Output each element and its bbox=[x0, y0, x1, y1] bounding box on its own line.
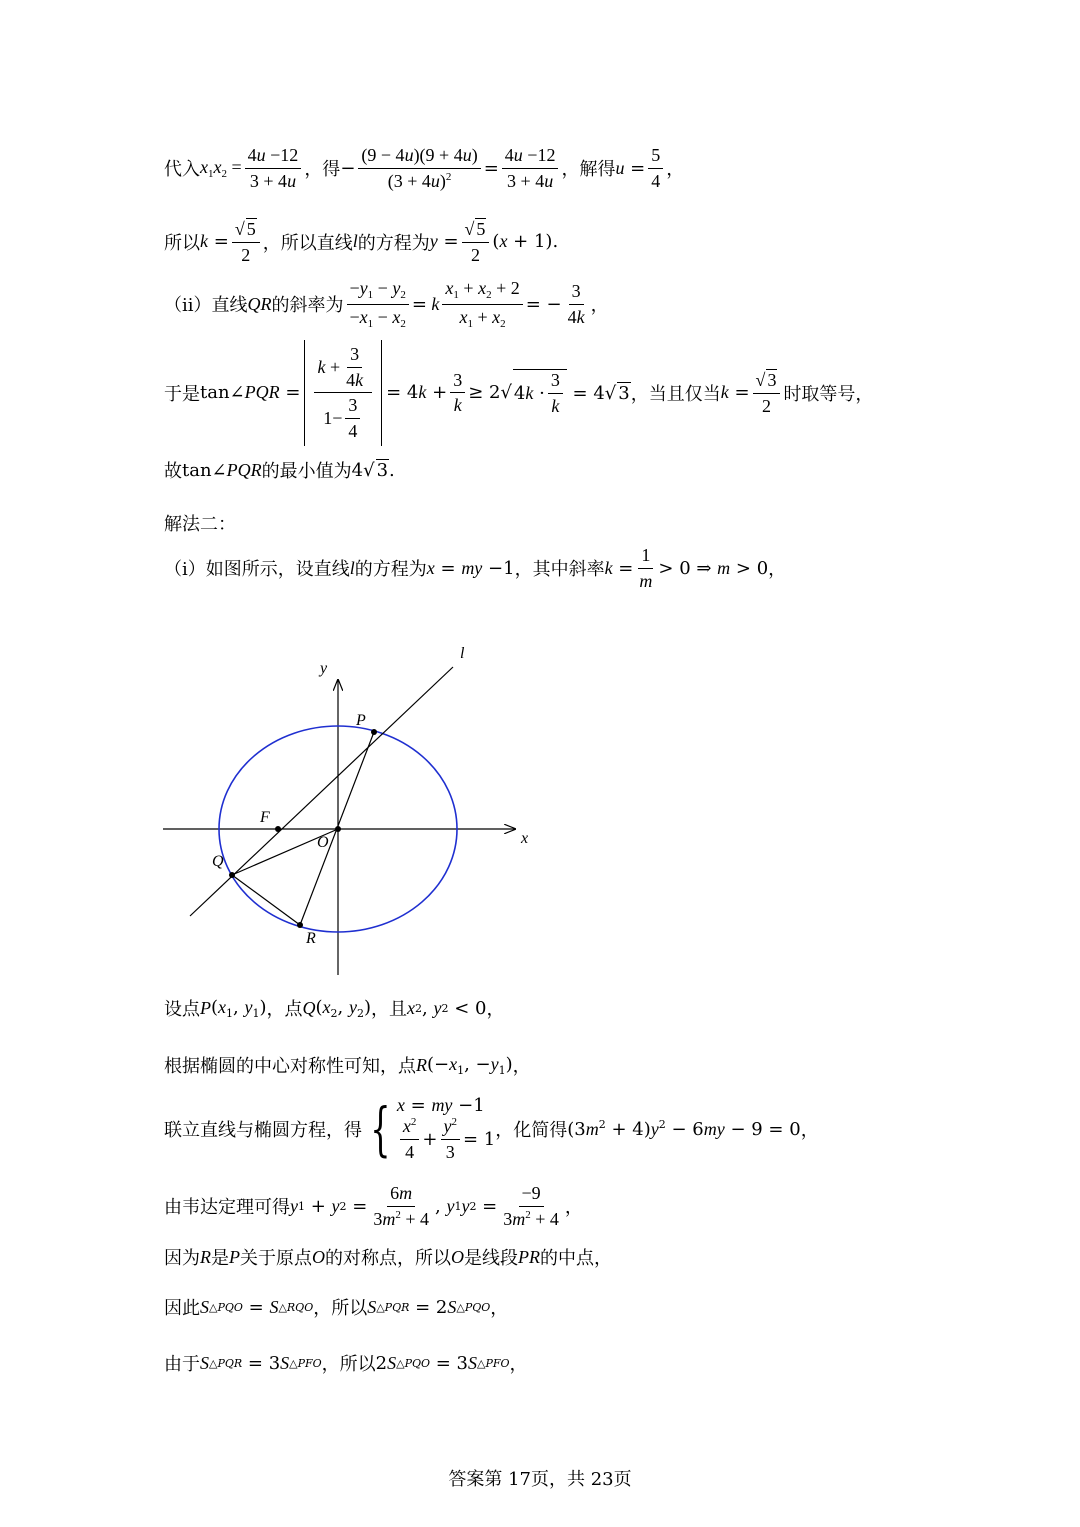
label-x: x bbox=[521, 830, 529, 847]
fraction: $\frac{4u -12}{3 + 4u}$ bbox=[502, 145, 559, 191]
point-P bbox=[371, 729, 377, 735]
fraction: $\frac{3}{4k}$ bbox=[567, 280, 585, 327]
fraction: $\frac{√ 5}{2}$ bbox=[462, 218, 490, 265]
label-O: O bbox=[317, 834, 329, 851]
line-6: 解法二： bbox=[164, 514, 236, 535]
point-Q bbox=[229, 872, 235, 878]
line-3: （ii）直线 QR 的斜率为 $\frac{-y_1 - y_2}{-x_1 - x_2}$ = k $\frac{x_1 + x_2 + 2}{x_1 + x_2}$ = − $\frac{3}{4k}$ ， bbox=[164, 278, 609, 330]
label-Q: Q bbox=[212, 853, 224, 870]
fraction: $\frac{5}{4}$ bbox=[648, 145, 663, 191]
fraction: $\frac{(9 - 4u)(9 + 4u)}{(3 + 4u)^2}$ bbox=[358, 145, 480, 191]
line-2: 所以 k = $\frac{√ 5}{2}$ ，所以直线 l 的方程为 y = $\frac{√ 5}{2}$ (x + 1). bbox=[164, 219, 559, 265]
segment-QR bbox=[232, 875, 300, 925]
fraction: $\frac{3}{k}$ bbox=[450, 370, 465, 416]
line-9: 根据椭圆的中心对称性可知，点 R ($-x_1$, $-y_1$) ， bbox=[164, 1053, 531, 1077]
fraction: k + $\frac{3}{4k}$ 1− $\frac{3}{4}$ bbox=[314, 344, 372, 442]
label-y: y bbox=[320, 660, 328, 677]
point-F bbox=[275, 826, 281, 832]
label-P: P bbox=[356, 712, 366, 729]
line-11: 由韦达定理可得 y 1 + y 2 = $\frac{6m}{3m^2 + 4}$ , y 1 y 2 = $\frac{-9}{3m^2 + 4}$ ， bbox=[164, 1183, 583, 1229]
equation-system: x = my −1 $\frac{x^2}{4}$ + $\frac{y^2}{3}$ = 1 bbox=[396, 1095, 496, 1162]
fraction: $\frac{-9}{3m^2 + 4}$ bbox=[503, 1183, 559, 1229]
formula: $x_1x_2$ = bbox=[200, 156, 242, 180]
fraction: $\frac{√ 5}{2}$ bbox=[232, 218, 260, 265]
line-10: 联立直线与椭圆方程，得 { x = my −1 $\frac{x^2}{4}$ + $\frac{y^2}{3}$ = 1 ，化简得 $(3m^2 + 4)y^2 - 6my - 9 = 0$ ， bbox=[164, 1094, 819, 1163]
line-5: 故 tan∠PQR 的最小值为 4√ 3. bbox=[164, 459, 395, 482]
line-8: 设点 P ($x_1$, $y_1$) ，点 Q ($x_2$, $y_2$) ，且 x 2 , y 2 < 0 ， bbox=[164, 996, 505, 1020]
line-7: （i）如图所示，设直线 l 的方程为 x = my −1 ，其中斜率 k = $\frac{1}{m}$ > 0 ⇒ m > 0 ， bbox=[164, 545, 787, 591]
ellipse-figure bbox=[150, 640, 550, 985]
fraction: $\frac{4u -12}{3 + 4u}$ bbox=[245, 145, 302, 191]
line-4: 于是 tan∠PQR = k + $\frac{3}{4k}$ 1− $\frac{3}{4}$ = 4k + $\frac{3}{k}$ ≥ 2√ 4 k · $\frac{3}{k}$ = 4√ 3 ，当且仅当 k = $\frac{√ 3}{2}$ 时取等号， bbox=[164, 340, 873, 446]
line-13: 因此 S △PQO = S △RQO ，所以 S △PQR = 2 S △PQO ， bbox=[164, 1296, 509, 1319]
fraction: $\frac{6m}{3m^2 + 4}$ bbox=[373, 1183, 429, 1229]
point-R bbox=[297, 922, 303, 928]
absolute-value bbox=[304, 340, 382, 446]
fraction: $\frac{1}{m}$ bbox=[639, 545, 653, 591]
fraction: $\frac{x_1 + x_2 + 2}{x_1 + x_2}$ bbox=[442, 278, 522, 330]
fraction: $\frac{√ 3}{2}$ bbox=[753, 369, 781, 416]
line-1: 代入 $x_1x_2$ = $\frac{4u -12}{3 + 4u}$ ，得 − $\frac{(9 - 4u)(9 + 4u)}{(3 + 4u)^2}$ = $\frac{4u -12}{3 + 4u}$ ，解得 u = $\frac{5}{4}$ ， bbox=[164, 145, 685, 191]
page-footer: 答案第 17页，共 23页 bbox=[448, 1469, 632, 1490]
point-O bbox=[335, 826, 341, 832]
line-12: 因为 R 是 P 关于原点 O 的对称点，所以 O 是线段 PR 的中点， bbox=[164, 1246, 612, 1269]
label-l: l bbox=[460, 645, 465, 662]
line-l bbox=[190, 667, 453, 916]
line-14: 由于 S △PQR = 3 S △PFO ，所以 2 S △PQO = 3 S △PFO ， bbox=[164, 1352, 528, 1375]
fraction: $\frac{-y_1 - y_2}{-x_1 - x_2}$ bbox=[347, 278, 409, 330]
label-F: F bbox=[260, 809, 270, 826]
label-R: R bbox=[306, 930, 316, 947]
